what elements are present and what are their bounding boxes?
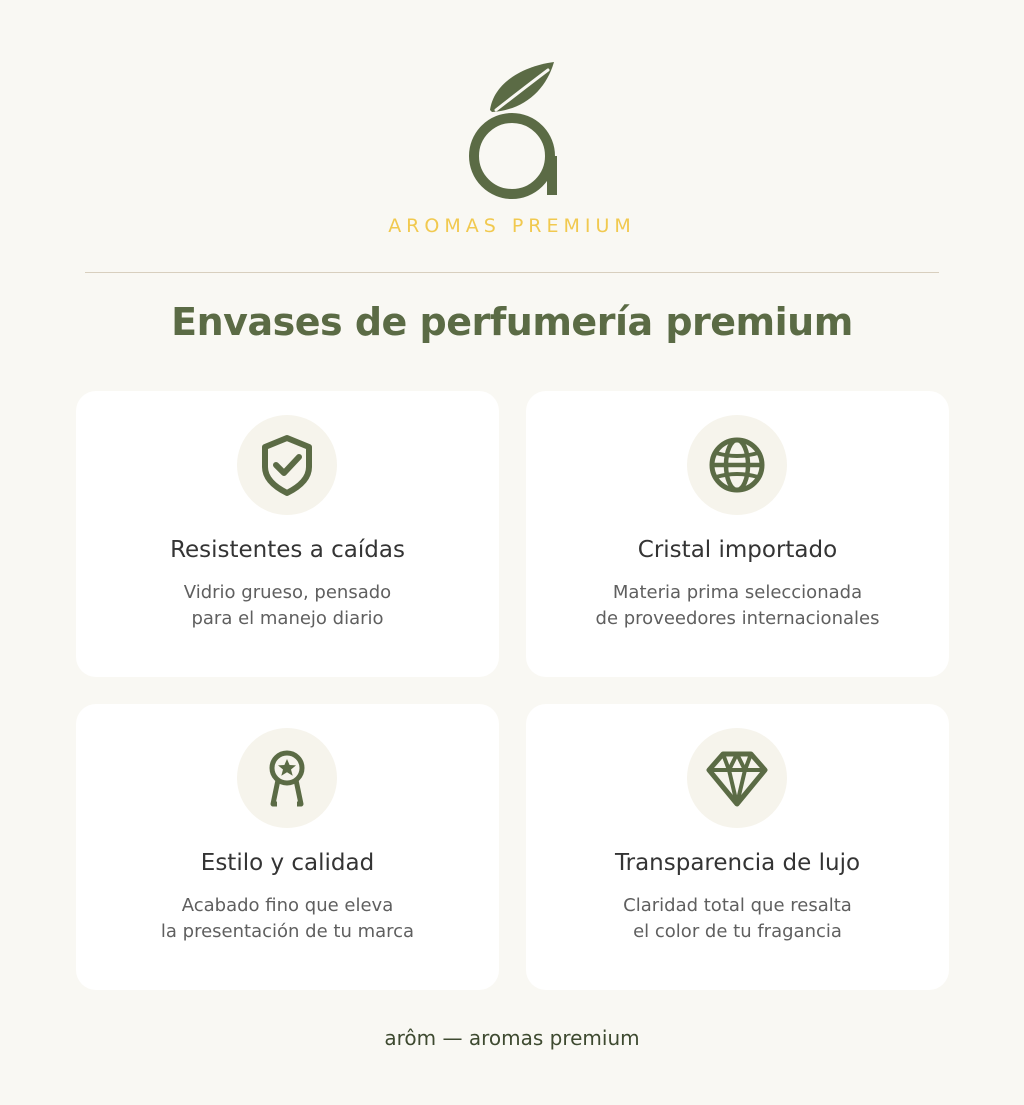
globe-icon	[705, 433, 769, 497]
shield-check-icon	[255, 433, 319, 497]
card-description-line: Vidrio grueso, pensado	[183, 582, 392, 603]
card-description-line: para el manejo diario	[191, 608, 384, 629]
card-description-line: la presentación de tu marca	[160, 921, 415, 942]
card-description-line: de proveedores internacionales	[595, 608, 880, 629]
icon-badge	[687, 728, 787, 828]
card-title: Estilo y calidad	[200, 850, 375, 876]
card-description	[96, 580, 479, 632]
card-title: Transparencia de lujo	[614, 850, 861, 876]
icon-badge	[237, 728, 337, 828]
header-divider	[85, 272, 939, 273]
icon-badge	[237, 415, 337, 515]
card-description	[546, 580, 929, 632]
feature-card-drop-resistant	[76, 391, 499, 677]
card-description-line: Claridad total que resalta	[623, 895, 852, 916]
card-description-line: Materia prima seleccionada	[612, 582, 863, 603]
card-description-line: Acabado fino que eleva	[181, 895, 394, 916]
footer-brand: arôm — aromas premium	[384, 1026, 640, 1050]
feature-card-luxury-transparency	[526, 704, 949, 990]
leaf-letter-a-logo	[462, 60, 562, 200]
page-title: Envases de perfumería premium	[171, 300, 853, 344]
card-title: Cristal importado	[637, 537, 838, 563]
icon-badge	[687, 415, 787, 515]
diamond-icon	[705, 746, 769, 810]
card-description-line: el color de tu fragancia	[633, 921, 842, 942]
card-description	[96, 893, 479, 945]
award-ribbon-icon	[255, 746, 319, 810]
feature-card-style-quality	[76, 704, 499, 990]
card-description	[546, 893, 929, 945]
feature-card-imported-glass	[526, 391, 949, 677]
brand-tagline: AROMAS PREMIUM	[388, 215, 636, 237]
card-title: Resistentes a caídas	[170, 537, 405, 563]
